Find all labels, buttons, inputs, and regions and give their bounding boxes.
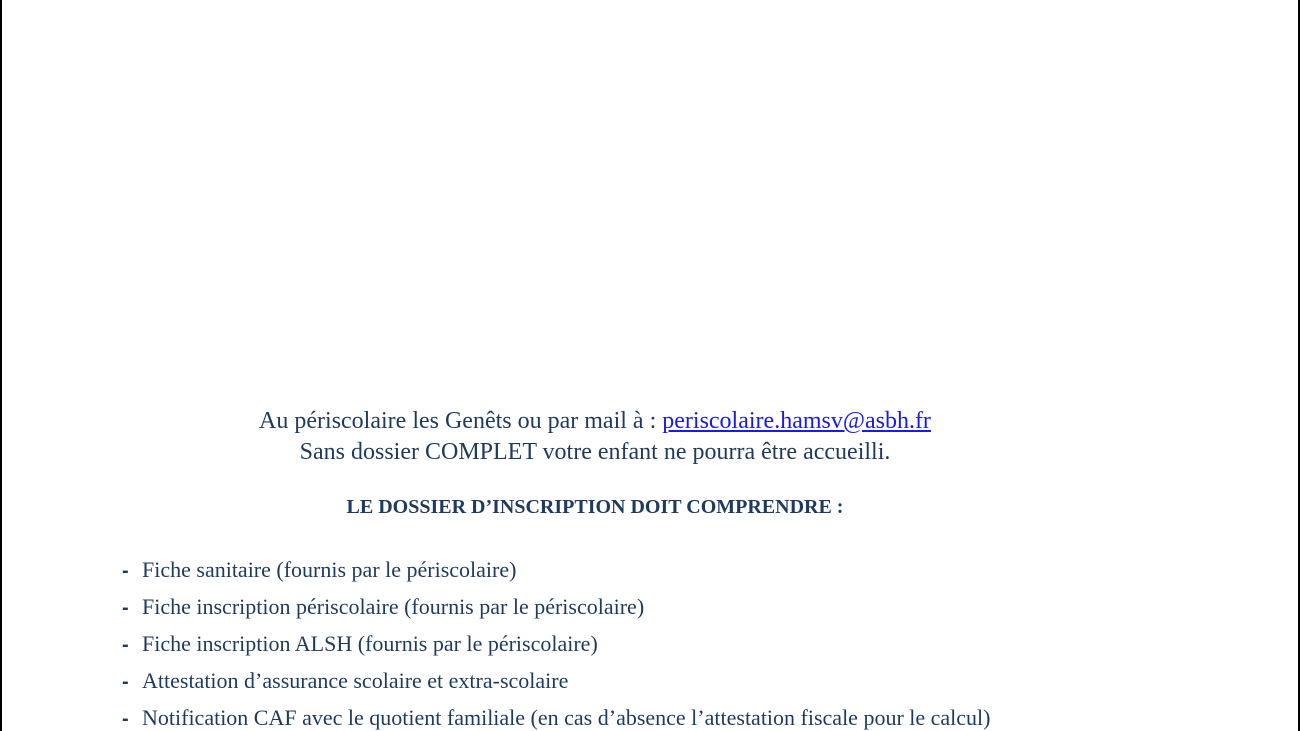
intro-line-2: Sans dossier COMPLET votre enfant ne pourra être accueilli. — [299, 439, 891, 465]
section-heading: LE DOSSIER D’INSCRIPTION DOIT COMPRENDRE : — [346, 496, 844, 518]
list-item — [122, 589, 991, 626]
intro-line-1-text: Au périscolaire les Genêts ou par mail à : — [259, 408, 663, 434]
list-item-text: Fiche sanitaire (fournis par le périscolaire) — [142, 557, 517, 582]
dash-bullet-icon: - — [122, 597, 129, 619]
dash-bullet-icon: - — [122, 671, 129, 693]
list-item — [122, 552, 991, 589]
list-item-text: Attestation d’assurance scolaire et extra-scolaire — [142, 668, 569, 693]
intro-line-1 — [2, 406, 1188, 437]
list-item — [122, 663, 991, 700]
list-item — [122, 700, 991, 731]
email-link[interactable]: periscolaire.hamsv@asbh.fr — [662, 408, 931, 434]
dash-bullet-icon: - — [122, 708, 129, 730]
intro-block — [2, 406, 1188, 468]
dash-bullet-icon: - — [122, 634, 129, 656]
list-item — [122, 626, 991, 663]
list-item-text: Fiche inscription périscolaire (fournis par le périscolaire) — [142, 594, 645, 619]
list-item-text: Fiche inscription ALSH (fournis par le périscolaire) — [142, 631, 598, 656]
required-documents-list — [122, 552, 991, 731]
dash-bullet-icon: - — [122, 560, 129, 582]
list-item-text: Notification CAF avec le quotient familiale (en cas d’absence l’attestation fiscale pour le calcul) — [142, 705, 991, 730]
